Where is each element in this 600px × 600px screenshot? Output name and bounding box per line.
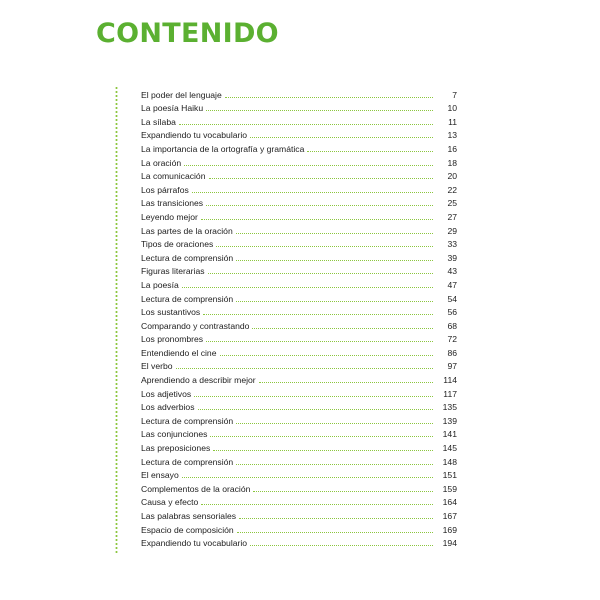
toc-entry: [141, 480, 457, 494]
toc-entry-title: Expandiendo tu vocabulario: [141, 130, 248, 141]
toc-leader-line: [201, 219, 433, 220]
toc-leader-line: [236, 301, 433, 302]
toc-leader-line: [216, 246, 433, 247]
toc-entry-title: Los párrafos: [141, 184, 189, 195]
toc-leader-line: [250, 545, 433, 546]
toc-entry-title: La comunicación: [141, 171, 206, 182]
toc-entry: [141, 385, 457, 399]
toc-entry: [141, 371, 457, 385]
toc-leader-line: [220, 355, 434, 356]
toc-leader-line: [259, 382, 433, 383]
toc-entry-title: Los adjetivos: [141, 388, 192, 399]
toc-entry-page: 68: [447, 320, 457, 331]
toc-leader-line: [194, 396, 433, 397]
toc-leader-line: [213, 450, 433, 451]
toc-entry-page: 11: [448, 116, 457, 127]
toc-entry: [141, 249, 457, 263]
toc-entry-page: 18: [447, 157, 457, 168]
toc-entry: [141, 290, 457, 304]
toc-entry-page: 39: [447, 252, 457, 263]
toc-entry: [141, 127, 457, 141]
toc-entry-page: 22: [447, 184, 457, 195]
toc-entry-title: Entendiendo el cine: [141, 347, 217, 358]
toc-entry: [141, 263, 457, 277]
toc-entry-page: 167: [442, 511, 457, 521]
toc-entry: [141, 494, 457, 508]
toc-entry-title: Lectura de comprensión: [141, 456, 234, 467]
toc-entry-title: La importancia de la ortografía y gramática: [141, 143, 305, 154]
toc-entry: [141, 399, 457, 413]
toc-leader-line: [206, 341, 433, 342]
toc-leader-line: [236, 233, 433, 234]
toc-entry-title: Leyendo mejor: [141, 211, 198, 222]
toc-entry-title: Las transiciones: [141, 198, 204, 209]
toc-entry-page: 7: [452, 89, 457, 100]
toc-leader-line: [203, 314, 433, 315]
toc-entry: [141, 208, 457, 222]
toc-entry-title: Tipos de oraciones: [141, 239, 214, 250]
toc-entry-title: Las partes de la oración: [141, 225, 233, 236]
toc-leader-line: [198, 409, 433, 410]
toc-leader-line: [250, 137, 433, 138]
toc-entry-title: Comparando y contrastando: [141, 320, 250, 331]
toc-entry-title: Los pronombres: [141, 334, 204, 345]
toc-entry: [141, 317, 457, 331]
toc-entry: [141, 412, 457, 426]
toc-entry-title: Lectura de comprensión: [141, 252, 234, 263]
toc-entry-page: 10: [447, 103, 457, 114]
toc-entry-page: 145: [442, 443, 457, 454]
toc-entry-title: La poesía Haiku: [141, 103, 204, 114]
page-title: CONTENIDO: [96, 18, 279, 49]
toc-entry-page: 16: [447, 143, 457, 154]
toc-entry-title: El poder del lenguaje: [141, 89, 222, 100]
toc-leader-line: [236, 423, 433, 424]
toc-entry-title: Aprendiendo a describir mejor: [141, 375, 256, 386]
toc-entry-title: El ensayo: [141, 470, 179, 481]
toc-entry-page: 54: [447, 293, 457, 304]
toc-leader-line: [307, 151, 433, 152]
toc-entry: [141, 168, 457, 182]
toc-entry-page: 148: [442, 456, 457, 467]
toc-entry-page: 194: [442, 538, 457, 549]
toc-entry-page: 164: [442, 497, 457, 508]
toc-leader-line: [209, 178, 434, 179]
toc-leader-line: [182, 287, 433, 288]
toc-entry: [141, 113, 457, 127]
toc-entry: [141, 358, 457, 372]
toc-entry: [141, 140, 457, 154]
toc-entry: [141, 86, 457, 100]
toc-entry: [141, 521, 457, 535]
toc-entry: [141, 195, 457, 209]
toc-entry: [141, 154, 457, 168]
toc-entry-page: 27: [447, 211, 457, 222]
toc-leader-line: [252, 328, 433, 329]
toc-entry-title: Figuras literarias: [141, 266, 205, 277]
toc-leader-line: [192, 192, 433, 193]
toc-leader-line: [179, 124, 433, 125]
toc-entry: [141, 222, 457, 236]
toc-entry-title: La oración: [141, 157, 182, 168]
toc-entry-title: Las palabras sensoriales: [141, 511, 237, 521]
toc-entry-page: 135: [442, 402, 457, 413]
toc-entry-title: Los sustantivos: [141, 307, 201, 318]
toc-leader-line: [253, 491, 433, 492]
toc-entry: [141, 181, 457, 195]
toc-leader-line: [236, 260, 433, 261]
toc-leader-line: [176, 368, 433, 369]
toc-entry-page: 97: [447, 361, 457, 372]
toc-entry: [141, 467, 457, 481]
toc-leader-line: [208, 273, 433, 274]
toc-entry: [141, 426, 457, 440]
toc-entry-page: 47: [447, 279, 457, 290]
toc-leader-line: [184, 165, 433, 166]
toc-entry-page: 33: [447, 239, 457, 250]
toc-entry-page: 117: [443, 388, 457, 399]
toc-entry-title: Complementos de la oración: [141, 483, 251, 494]
toc-entry-title: Lectura de comprensión: [141, 293, 234, 304]
toc-entry-title: Las preposiciones: [141, 443, 211, 454]
toc-entry-title: Lectura de comprensión: [141, 415, 234, 426]
toc-entry-page: 13: [447, 130, 457, 141]
toc-entry-title: El verbo: [141, 361, 173, 372]
toc-entry: [141, 304, 457, 318]
toc-entry-page: 20: [447, 171, 457, 182]
toc-entry-page: 56: [447, 307, 457, 318]
table-of-contents: [115, 86, 457, 554]
toc-entry: [141, 344, 457, 358]
toc-entry-title: Espacio de composición: [141, 524, 234, 535]
toc-entry-page: 141: [442, 429, 457, 440]
toc-leader-line: [210, 436, 433, 437]
toc-entry-title: Los adverbios: [141, 402, 195, 413]
toc-entry-title: Expandiendo tu vocabulario: [141, 538, 248, 549]
toc-entry: [141, 331, 457, 345]
toc-entry-page: 43: [447, 266, 457, 277]
toc-entry: [141, 236, 457, 250]
toc-leader-line: [206, 205, 433, 206]
toc-leader-line: [206, 110, 433, 111]
toc-entry: [141, 535, 457, 549]
toc-entry-title: La sílaba: [141, 116, 176, 127]
toc-entry: [141, 439, 457, 453]
toc-entry-title: Las conjunciones: [141, 429, 208, 440]
toc-entry: [141, 453, 457, 467]
toc-leader-line: [239, 518, 433, 519]
toc-entry-page: 86: [447, 347, 457, 358]
toc-entry-page: 25: [447, 198, 457, 209]
toc-leader-line: [237, 532, 433, 533]
toc-entry-page: 159: [442, 483, 457, 494]
toc-entry: [141, 507, 457, 521]
toc-entry-page: 151: [442, 470, 457, 481]
toc-entry: [141, 100, 457, 114]
toc-list: [141, 86, 457, 548]
toc-entry-title: Causa y efecto: [141, 497, 199, 508]
dotted-margin-line: [115, 86, 118, 554]
toc-leader-line: [182, 477, 433, 478]
toc-entry-page: 139: [442, 415, 457, 426]
toc-entry-title: La poesía: [141, 279, 179, 290]
toc-leader-line: [201, 504, 433, 505]
toc-entry-page: 114: [443, 375, 457, 386]
toc-leader-line: [225, 97, 433, 98]
toc-entry: [141, 276, 457, 290]
toc-entry-page: 169: [442, 524, 457, 535]
toc-entry-page: 29: [447, 225, 457, 236]
toc-entry-page: 72: [447, 334, 457, 345]
toc-leader-line: [236, 464, 433, 465]
